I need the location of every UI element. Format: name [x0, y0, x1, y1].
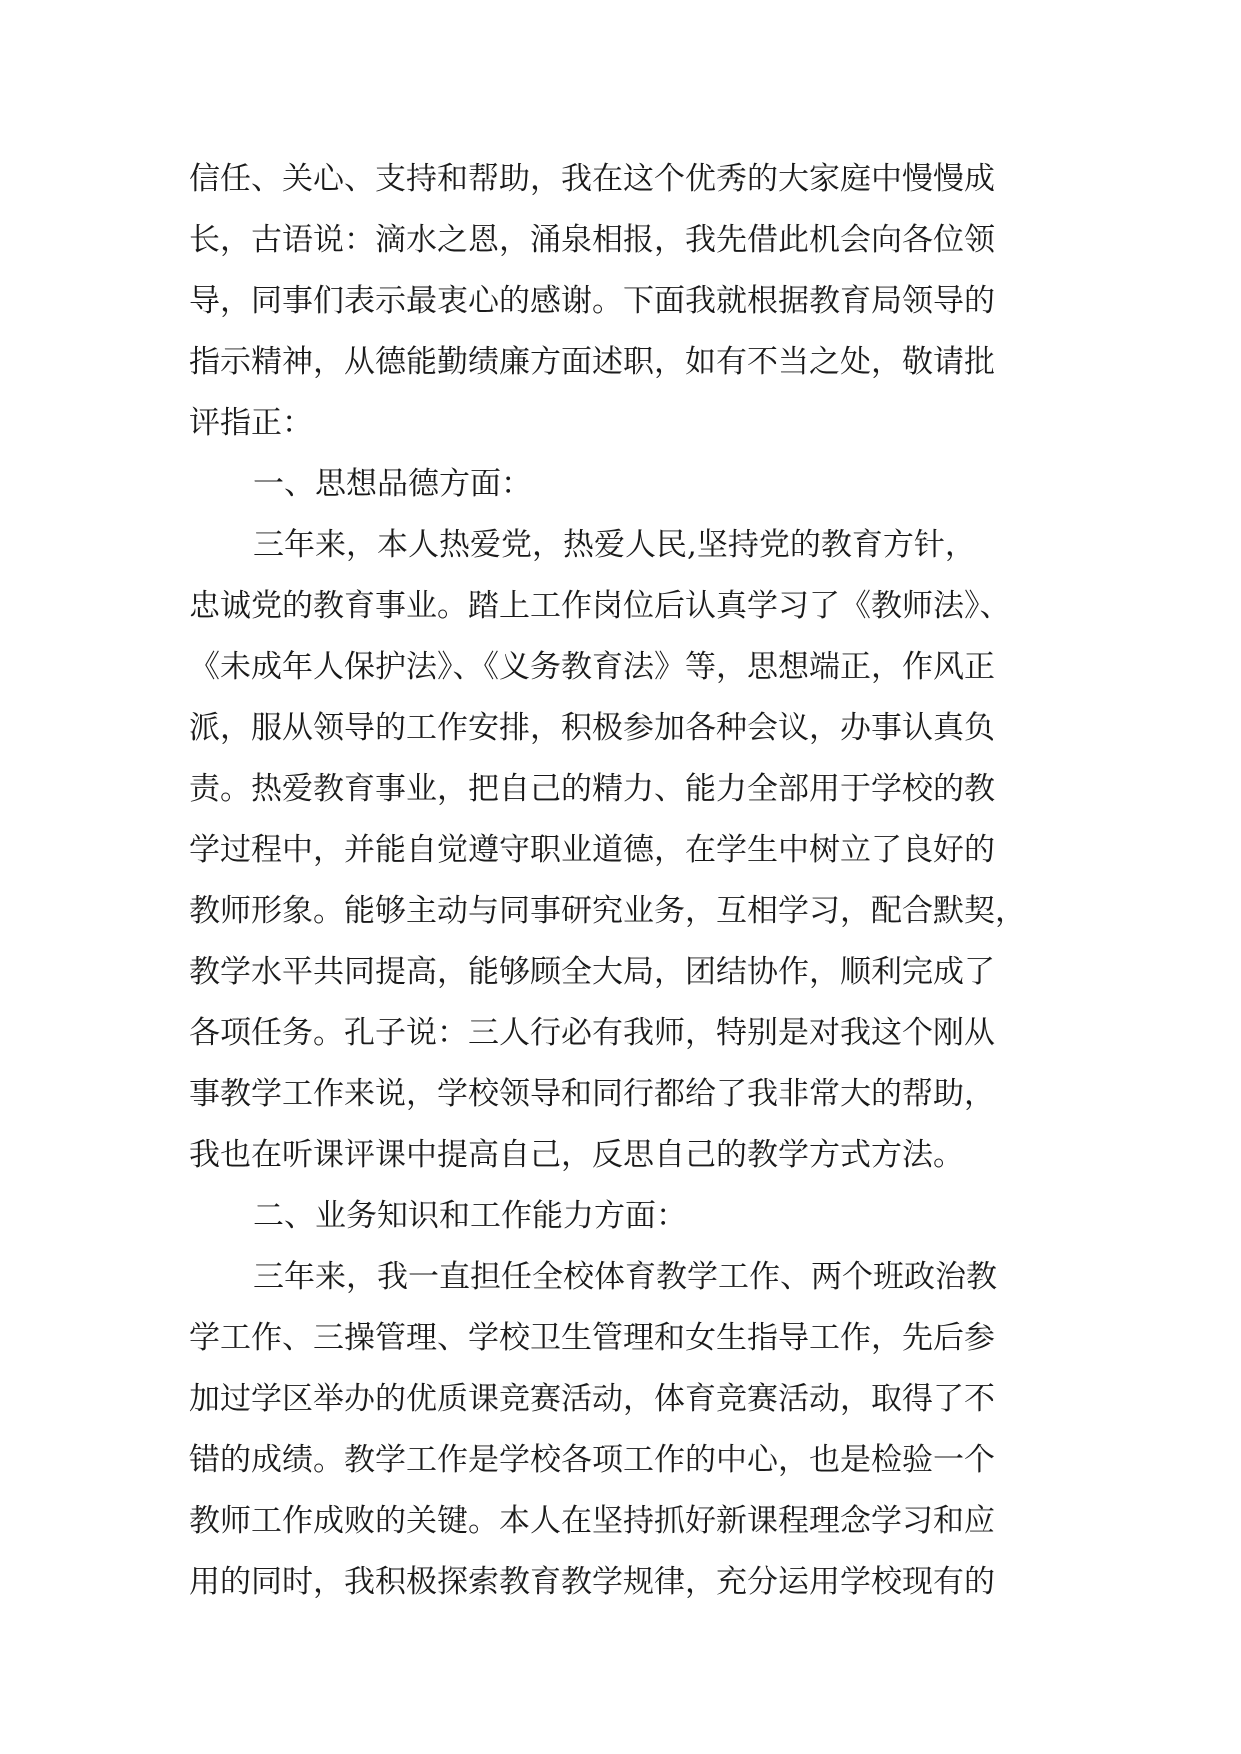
text-line: 《未成年人保护法》、《义务教育法》等，思想端正，作风正: [189, 649, 995, 685]
text-line: 我也在听课评课中提高自己，反思自己的教学方式方法。: [189, 1137, 964, 1173]
text-line: 信任、关心、支持和帮助，我在这个优秀的大家庭中慢慢成: [189, 161, 995, 197]
text-line: 导，同事们表示最衷心的感谢。下面我就根据教育局领导的: [189, 283, 995, 319]
text-line: 学工作、三操管理、学校卫生管理和女生指导工作，先后参: [189, 1320, 995, 1356]
text-line: 忠诚党的教育事业。踏上工作岗位后认真学习了《教师法》、: [189, 588, 1011, 624]
text-line: 错的成绩。教学工作是学校各项工作的中心，也是检验一个: [189, 1442, 995, 1478]
section-heading-2: 二、业务知识和工作能力方面：: [253, 1198, 687, 1234]
text-line: 评指正：: [189, 405, 313, 441]
text-line: 长，古语说：滴水之恩，涌泉相报，我先借此机会向各位领: [189, 222, 995, 258]
paragraph-start: 三年来，本人热爱党，热爱人民,坚持党的教育方针，: [253, 527, 976, 563]
text-line: 各项任务。孔子说：三人行必有我师，特别是对我这个刚从: [189, 1015, 995, 1051]
section-heading-1: 一、思想品德方面：: [253, 466, 532, 502]
text-line: 教学水平共同提高，能够顾全大局，团结协作，顺利完成了: [189, 954, 995, 990]
text-line: 教师形象。能够主动与同事研究业务，互相学习，配合默契，: [189, 893, 1026, 929]
text-line: 事教学工作来说，学校领导和同行都给了我非常大的帮助，: [189, 1076, 995, 1112]
text-line: 指示精神，从德能勤绩廉方面述职，如有不当之处，敬请批: [189, 344, 995, 380]
text-line: 教师工作成败的关键。本人在坚持抓好新课程理念学习和应: [189, 1503, 995, 1539]
body-text: [189, 149, 1089, 1613]
text-line: 责。热爱教育事业，把自己的精力、能力全部用于学校的教: [189, 771, 995, 807]
text-line: 用的同时，我积极探索教育教学规律，充分运用学校现有的: [189, 1564, 995, 1600]
text-line: 加过学区举办的优质课竞赛活动，体育竞赛活动，取得了不: [189, 1381, 995, 1417]
text-line: 派，服从领导的工作安排，积极参加各种会议，办事认真负: [189, 710, 995, 746]
paragraph-start: 三年来，我一直担任全校体育教学工作、两个班政治教: [253, 1259, 997, 1295]
text-line: 学过程中，并能自觉遵守职业道德，在学生中树立了良好的: [189, 832, 995, 868]
